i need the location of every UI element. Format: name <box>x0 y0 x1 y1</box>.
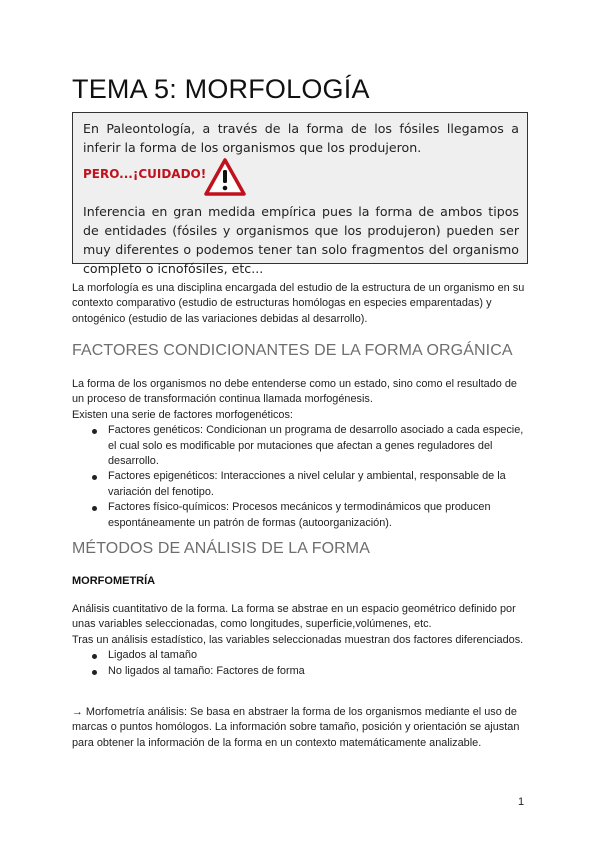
section1-paragraph: La forma de los organismos no debe entenderse como un estado, sino como el resultado de un proceso de transformación continua llamada morfogénesis. <box>72 378 517 406</box>
section1-lead: Existen una serie de factores morfogenéticos: <box>72 408 293 421</box>
list-item: Factores genéticos: Condicionan un programa de desarrollo asociado a cada especie, el cual solo es modificable por mutaciones que afectan a genes reguladores del desarrollo. <box>72 423 532 469</box>
list-item: Ligados al tamaño <box>72 648 532 663</box>
morfometria-paragraph-1: Análisis cuantitativo de la forma. La forma se abstrae en un espacio geométrico definido por unas variables seleccionadas, como longitudes, superficie,volúmenes, etc. <box>72 603 516 631</box>
page-title: TEMA 5: MORFOLOGÍA <box>72 74 370 104</box>
callout-box <box>72 112 528 276</box>
list-item: No ligados al tamaño: Factores de forma <box>72 664 532 679</box>
morfometria-list <box>72 648 532 679</box>
page-number: 1 <box>518 796 525 808</box>
section1-content <box>72 377 532 531</box>
section2-content <box>72 602 532 679</box>
warning-label: PERO...¡CUIDADO! <box>83 167 207 181</box>
warning-row <box>83 157 519 202</box>
subheading-morfometria: MORFOMETRÍA <box>72 575 156 587</box>
callout-intro: En Paleontología, a través de la forma de los fósiles llegamos a inferir la forma de los organismos que los produjeron. <box>83 121 519 155</box>
section-heading-factores: FACTORES CONDICIONANTES DE LA FORMA ORGÁNICA <box>72 342 513 359</box>
factors-list <box>72 423 532 531</box>
callout-detail: Inferencia en gran medida empírica pues la forma de ambos tipos de entidades (fósiles y organismos que los produjeron) pueden ser muy diferentes o podemos tener tan solo fragmentos del organismo completo o icnofósiles, etc... <box>83 204 519 276</box>
morfometria-paragraph-3: → Morfometría análisis: Se basa en abstraer la forma de los organismos mediante el uso de marcas o puntos homólogos. La información sobre tamaño, posición y orientación se ajustan para obtener la información de la forma en un contexto matemáticamente analizable. <box>72 706 520 749</box>
warning-triangle-icon <box>203 157 247 197</box>
list-item: Factores epigenéticos: Interacciones a nivel celular y ambiental, responsable de la variación del fenotipo. <box>72 469 532 500</box>
section2-analysis-block <box>72 705 532 751</box>
intro-paragraph-block <box>72 281 532 327</box>
section-heading-metodos: MÉTODOS DE ANÁLISIS DE LA FORMA <box>72 540 370 557</box>
morfometria-paragraph-2: Tras un análisis estadístico, las variables seleccionadas muestran dos factores diferenciados. <box>72 633 524 646</box>
list-item: Factores físico-químicos: Procesos mecánicos y termodinámicos que producen espontáneamente un patrón de formas (autoorganización). <box>72 500 532 531</box>
intro-paragraph: La morfología es una disciplina encargada del estudio de la estructura de un organismo en su contexto comparativo (estudio de estructuras homólogas en especies emparentadas) y ontogénico (estudio de las variaciones debidas al desarrollo). <box>72 282 525 325</box>
